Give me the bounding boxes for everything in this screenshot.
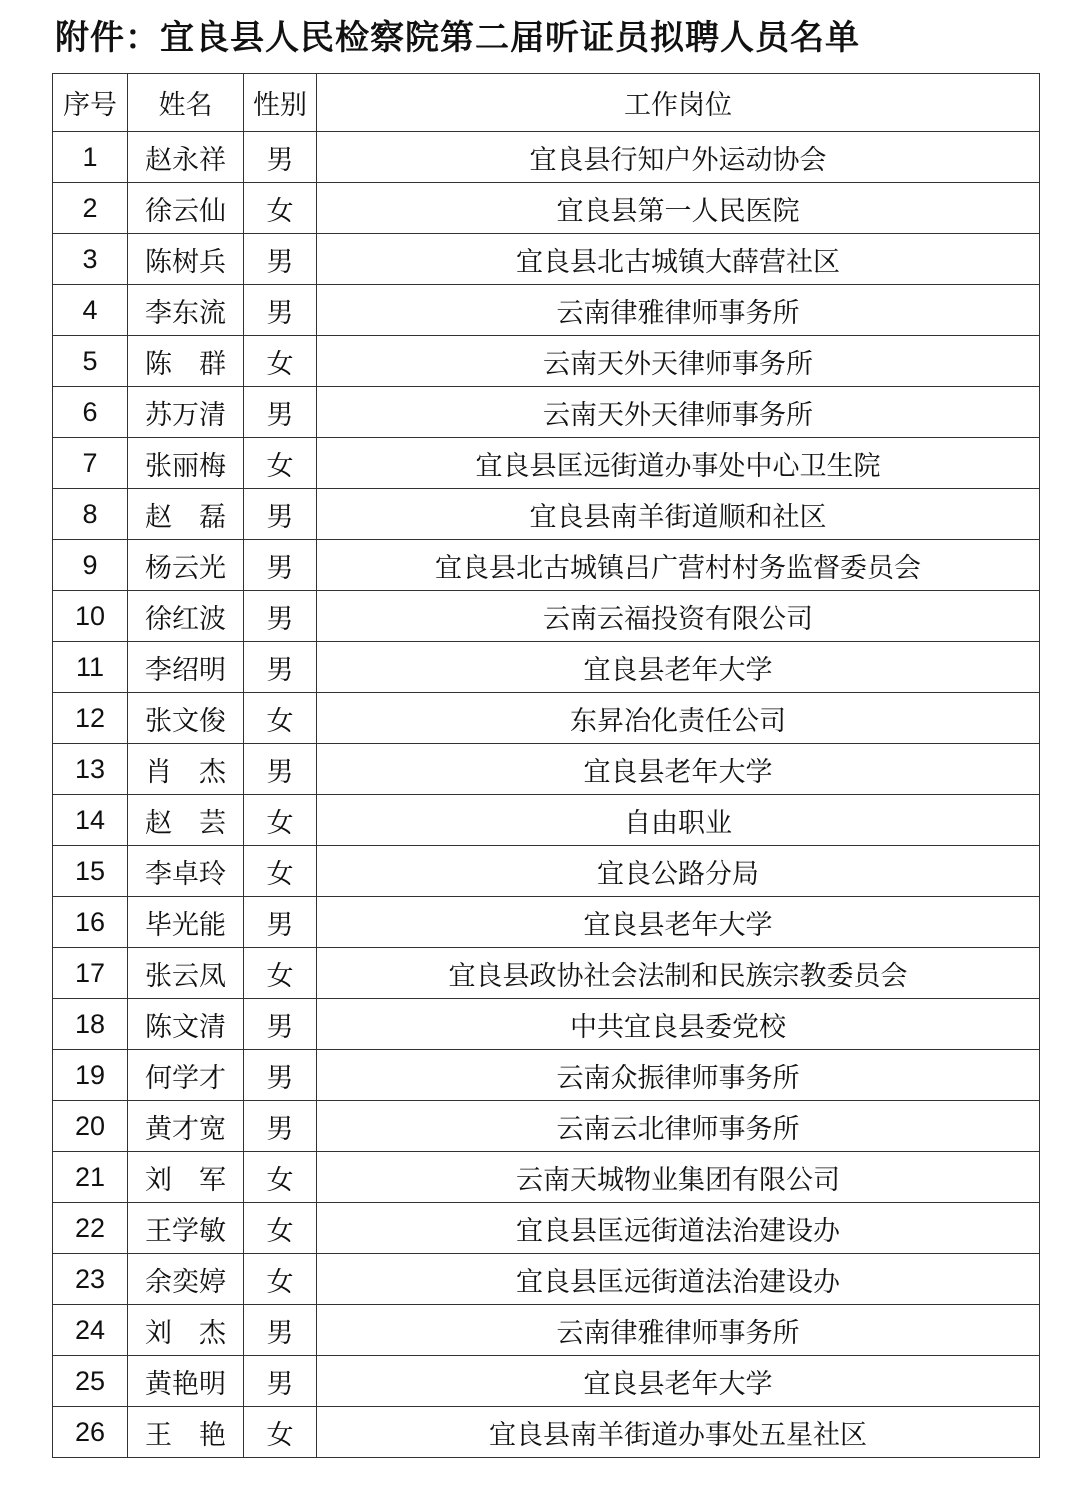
cell-index: 17 (53, 948, 128, 999)
table-row (53, 234, 1040, 285)
cell-workplace: 宜良县老年大学 (317, 897, 1040, 948)
cell-gender: 男 (244, 1050, 317, 1101)
cell-index: 20 (53, 1101, 128, 1152)
cell-index: 11 (53, 642, 128, 693)
table-row (53, 795, 1040, 846)
cell-index: 7 (53, 438, 128, 489)
cell-index: 4 (53, 285, 128, 336)
cell-workplace: 宜良县政协社会法制和民族宗教委员会 (317, 948, 1040, 999)
cell-gender: 女 (244, 183, 317, 234)
cell-index: 15 (53, 846, 128, 897)
cell-gender: 男 (244, 234, 317, 285)
cell-index: 19 (53, 1050, 128, 1101)
cell-gender: 女 (244, 438, 317, 489)
cell-workplace: 宜良县南羊街道办事处五星社区 (317, 1407, 1040, 1458)
cell-workplace: 宜良县匡远街道办事处中心卫生院 (317, 438, 1040, 489)
cell-workplace: 东昇冶化责任公司 (317, 693, 1040, 744)
cell-gender: 女 (244, 336, 317, 387)
cell-index: 21 (53, 1152, 128, 1203)
cell-gender: 女 (244, 1254, 317, 1305)
cell-name: 张云凤 (128, 948, 244, 999)
cell-workplace: 云南云福投资有限公司 (317, 591, 1040, 642)
cell-index: 24 (53, 1305, 128, 1356)
table-row (53, 1203, 1040, 1254)
cell-gender: 男 (244, 744, 317, 795)
cell-workplace: 宜良县第一人民医院 (317, 183, 1040, 234)
cell-name: 陈 群 (128, 336, 244, 387)
cell-index: 2 (53, 183, 128, 234)
cell-name: 刘 杰 (128, 1305, 244, 1356)
cell-workplace: 云南天外天律师事务所 (317, 387, 1040, 438)
cell-workplace: 宜良县匡远街道法治建设办 (317, 1254, 1040, 1305)
cell-workplace: 云南天外天律师事务所 (317, 336, 1040, 387)
table-header-row (53, 74, 1040, 132)
cell-name: 李卓玲 (128, 846, 244, 897)
header-index: 序号 (53, 74, 128, 132)
cell-workplace: 宜良县行知户外运动协会 (317, 132, 1040, 183)
cell-index: 14 (53, 795, 128, 846)
cell-index: 5 (53, 336, 128, 387)
document-title: 附件：宜良县人民检察院第二届听证员拟聘人员名单 (55, 19, 860, 57)
cell-index: 18 (53, 999, 128, 1050)
cell-gender: 男 (244, 285, 317, 336)
header-gender: 性别 (244, 74, 317, 132)
cell-index: 25 (53, 1356, 128, 1407)
cell-name: 王学敏 (128, 1203, 244, 1254)
table-row (53, 693, 1040, 744)
cell-name: 赵 芸 (128, 795, 244, 846)
cell-index: 23 (53, 1254, 128, 1305)
cell-workplace: 宜良县北古城镇大薛营社区 (317, 234, 1040, 285)
cell-name: 张文俊 (128, 693, 244, 744)
header-name: 姓名 (128, 74, 244, 132)
table-row (53, 1356, 1040, 1407)
cell-workplace: 宜良县老年大学 (317, 744, 1040, 795)
cell-gender: 男 (244, 1356, 317, 1407)
personnel-table (52, 73, 1040, 1458)
cell-name: 张丽梅 (128, 438, 244, 489)
header-workplace: 工作岗位 (317, 74, 1040, 132)
cell-gender: 女 (244, 846, 317, 897)
table-row (53, 642, 1040, 693)
table-row (53, 540, 1040, 591)
cell-gender: 男 (244, 1305, 317, 1356)
cell-workplace: 云南云北律师事务所 (317, 1101, 1040, 1152)
cell-gender: 男 (244, 1101, 317, 1152)
table-row (53, 1407, 1040, 1458)
cell-workplace: 云南天城物业集团有限公司 (317, 1152, 1040, 1203)
cell-index: 1 (53, 132, 128, 183)
cell-name: 李绍明 (128, 642, 244, 693)
cell-gender: 男 (244, 999, 317, 1050)
cell-name: 毕光能 (128, 897, 244, 948)
cell-name: 黄艳明 (128, 1356, 244, 1407)
table-row (53, 132, 1040, 183)
cell-index: 9 (53, 540, 128, 591)
table-body (53, 132, 1040, 1458)
table-row (53, 948, 1040, 999)
cell-name: 徐云仙 (128, 183, 244, 234)
table-row (53, 591, 1040, 642)
table-row (53, 1101, 1040, 1152)
cell-workplace: 自由职业 (317, 795, 1040, 846)
cell-gender: 女 (244, 693, 317, 744)
cell-gender: 男 (244, 540, 317, 591)
table-row (53, 1305, 1040, 1356)
cell-name: 余奕婷 (128, 1254, 244, 1305)
cell-gender: 女 (244, 795, 317, 846)
table-row (53, 183, 1040, 234)
table-row (53, 744, 1040, 795)
cell-gender: 男 (244, 642, 317, 693)
cell-index: 22 (53, 1203, 128, 1254)
cell-workplace: 宜良县南羊街道顺和社区 (317, 489, 1040, 540)
table-row (53, 999, 1040, 1050)
cell-workplace: 宜良县老年大学 (317, 1356, 1040, 1407)
table-row (53, 1254, 1040, 1305)
cell-index: 26 (53, 1407, 128, 1458)
cell-index: 12 (53, 693, 128, 744)
cell-name: 徐红波 (128, 591, 244, 642)
cell-name: 王 艳 (128, 1407, 244, 1458)
cell-index: 13 (53, 744, 128, 795)
cell-gender: 女 (244, 948, 317, 999)
cell-name: 陈树兵 (128, 234, 244, 285)
cell-gender: 男 (244, 132, 317, 183)
table-row (53, 1050, 1040, 1101)
cell-workplace: 宜良县匡远街道法治建设办 (317, 1203, 1040, 1254)
cell-name: 黄才宽 (128, 1101, 244, 1152)
cell-index: 3 (53, 234, 128, 285)
cell-workplace: 中共宜良县委党校 (317, 999, 1040, 1050)
cell-workplace: 云南众振律师事务所 (317, 1050, 1040, 1101)
table-row (53, 285, 1040, 336)
cell-index: 10 (53, 591, 128, 642)
table-row (53, 438, 1040, 489)
cell-name: 陈文清 (128, 999, 244, 1050)
table-row (53, 387, 1040, 438)
table-row (53, 336, 1040, 387)
cell-workplace: 宜良县老年大学 (317, 642, 1040, 693)
cell-workplace: 云南律雅律师事务所 (317, 1305, 1040, 1356)
cell-index: 8 (53, 489, 128, 540)
cell-name: 苏万清 (128, 387, 244, 438)
cell-name: 赵 磊 (128, 489, 244, 540)
cell-index: 6 (53, 387, 128, 438)
cell-index: 16 (53, 897, 128, 948)
cell-gender: 女 (244, 1152, 317, 1203)
cell-gender: 男 (244, 897, 317, 948)
table-row (53, 489, 1040, 540)
cell-name: 何学才 (128, 1050, 244, 1101)
cell-name: 肖 杰 (128, 744, 244, 795)
table-row (53, 897, 1040, 948)
cell-name: 杨云光 (128, 540, 244, 591)
cell-gender: 男 (244, 489, 317, 540)
cell-name: 李东流 (128, 285, 244, 336)
cell-gender: 女 (244, 1203, 317, 1254)
cell-workplace: 宜良公路分局 (317, 846, 1040, 897)
cell-gender: 男 (244, 387, 317, 438)
cell-workplace: 宜良县北古城镇吕广营村村务监督委员会 (317, 540, 1040, 591)
table-row (53, 846, 1040, 897)
cell-workplace: 云南律雅律师事务所 (317, 285, 1040, 336)
cell-gender: 男 (244, 591, 317, 642)
cell-name: 赵永祥 (128, 132, 244, 183)
cell-gender: 女 (244, 1407, 317, 1458)
cell-name: 刘 军 (128, 1152, 244, 1203)
table-row (53, 1152, 1040, 1203)
